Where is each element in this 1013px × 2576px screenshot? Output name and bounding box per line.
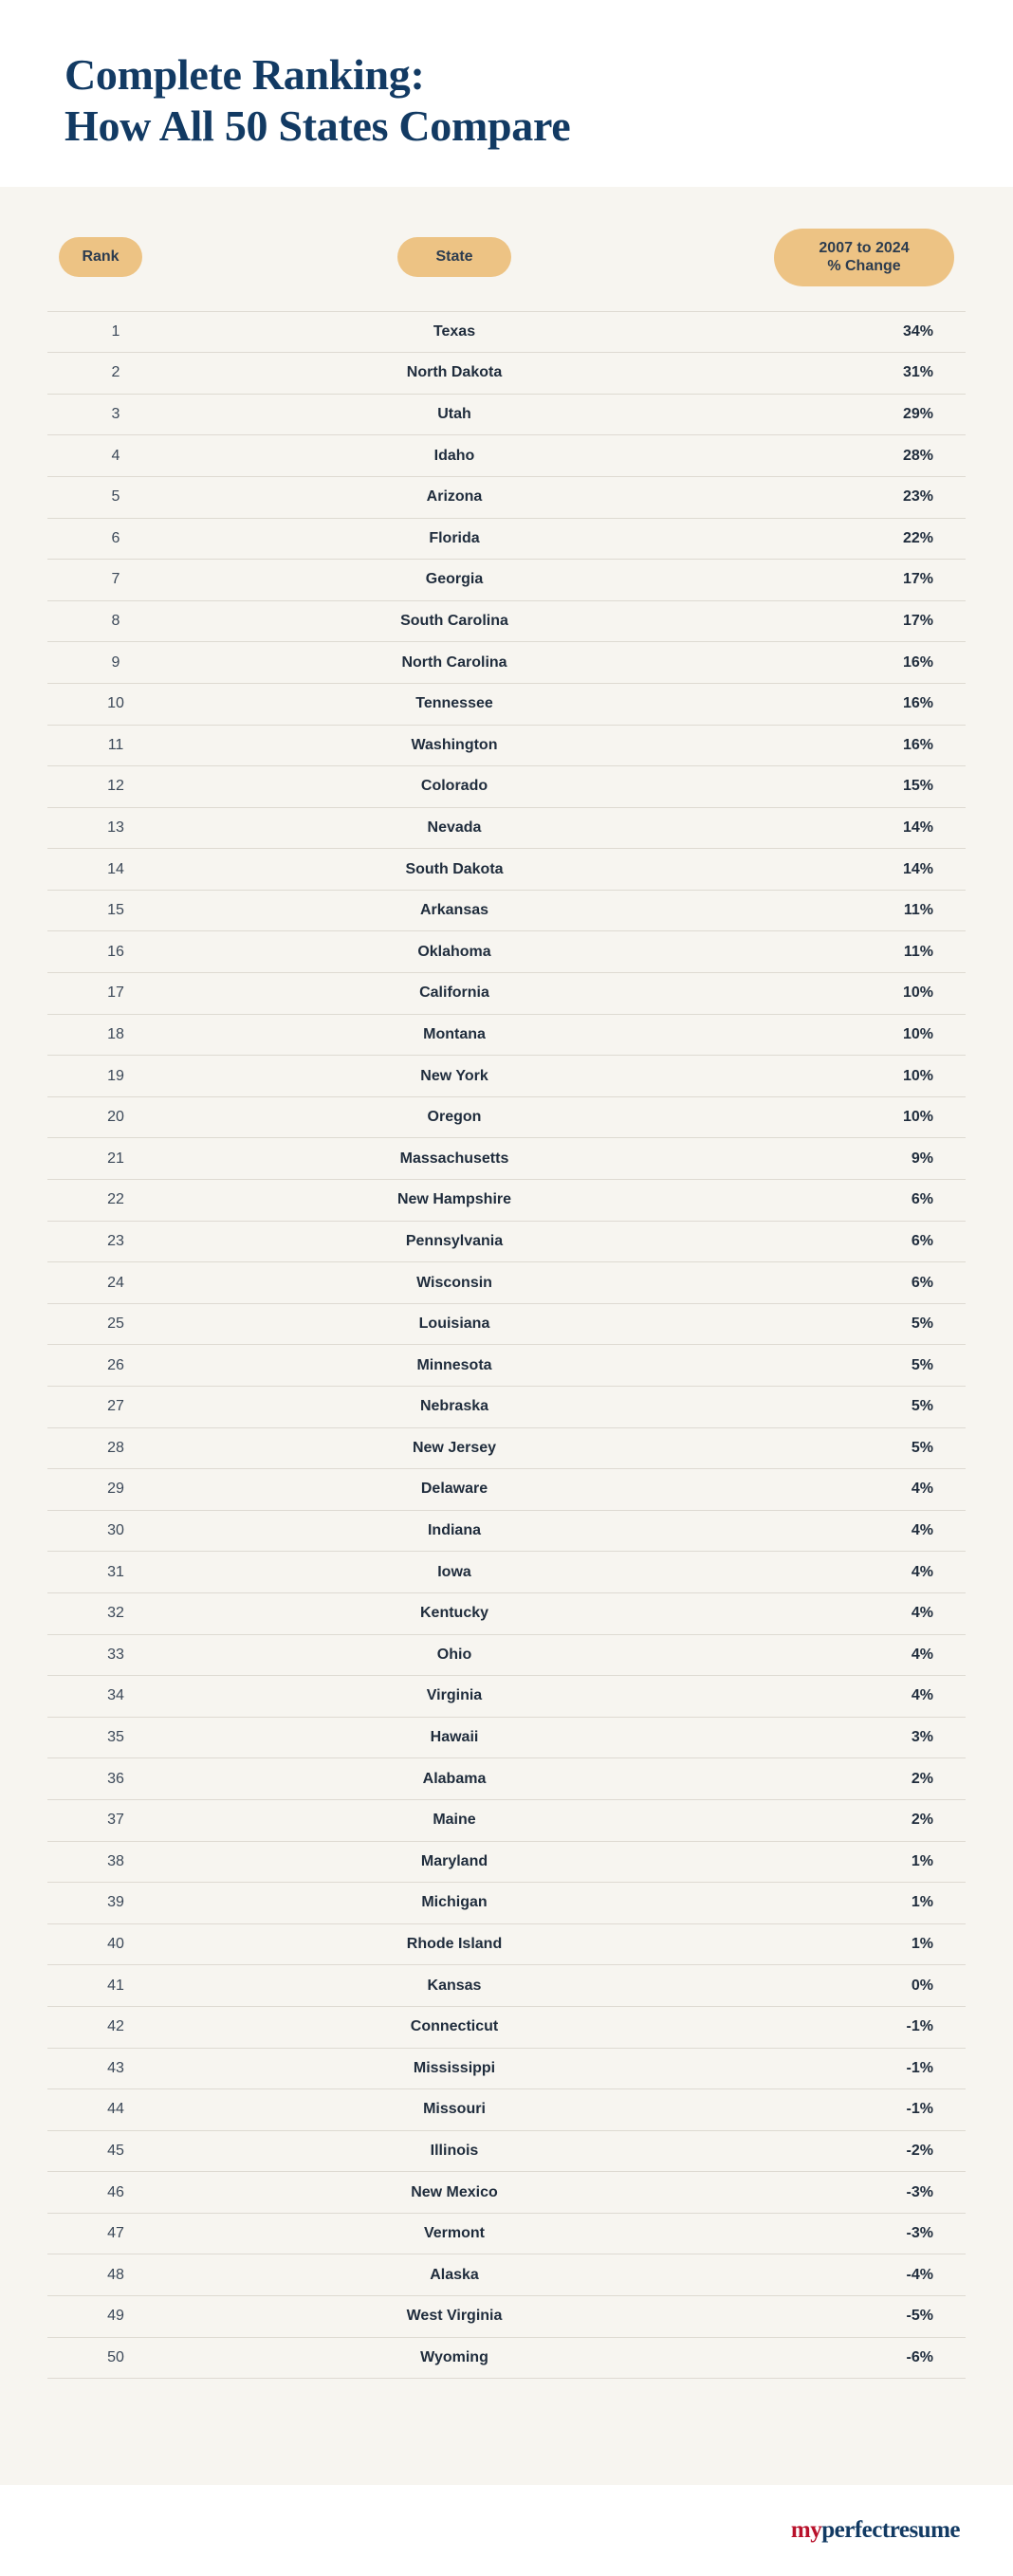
cell-state: Rhode Island (406, 1936, 503, 1953)
table-row (47, 395, 966, 436)
page-title-line-2: How All 50 States Compare (64, 101, 571, 151)
cell-state: Massachusetts (399, 1150, 509, 1167)
cell-change: 31% (902, 364, 933, 381)
cell-rank: 1 (111, 322, 120, 340)
cell-change: 16% (902, 736, 933, 753)
table-row (47, 1222, 966, 1263)
cell-rank: 9 (111, 653, 120, 671)
cell-state: West Virginia (406, 2308, 503, 2325)
cell-change: 28% (902, 447, 933, 464)
cell-state: Arizona (426, 488, 483, 506)
cell-change: 17% (902, 571, 933, 588)
cell-rank: 11 (107, 736, 124, 753)
cell-rank: 36 (107, 1770, 124, 1787)
cell-change: 11% (903, 902, 933, 919)
cell-change: 23% (902, 488, 933, 506)
cell-rank: 34 (107, 1687, 124, 1704)
brand-logo-my: my (790, 2517, 822, 2543)
cell-state: Colorado (420, 778, 488, 795)
cell-change: -1% (906, 2101, 933, 2118)
cell-state: New Hampshire (396, 1191, 512, 1208)
cell-rank: 16 (107, 943, 124, 960)
table-row (47, 1056, 966, 1097)
cell-change: 5% (911, 1439, 933, 1456)
cell-change: 14% (902, 860, 933, 877)
cell-state: Vermont (423, 2225, 485, 2242)
cell-state: New York (420, 1067, 488, 1084)
cell-rank: 20 (107, 1109, 124, 1126)
cell-rank: 39 (107, 1894, 124, 1911)
table-row (47, 766, 966, 808)
column-header-state: State (397, 237, 511, 277)
cell-change: 2% (911, 1770, 933, 1787)
cell-rank: 8 (111, 613, 120, 630)
cell-state: Illinois (430, 2142, 479, 2159)
cell-change: 4% (911, 1646, 933, 1663)
cell-state: Washington (411, 736, 498, 753)
table-row (47, 477, 966, 519)
cell-change: -1% (906, 2059, 933, 2076)
cell-rank: 42 (107, 2018, 124, 2035)
cell-change: 34% (902, 322, 933, 340)
table-row (47, 353, 966, 395)
cell-state: Arkansas (419, 902, 489, 919)
cell-change: 4% (911, 1563, 933, 1580)
table-row (47, 2296, 966, 2338)
cell-rank: 2 (111, 364, 120, 381)
cell-state: Iowa (437, 1563, 471, 1580)
cell-change: 1% (911, 1936, 933, 1953)
cell-state: Oregon (427, 1109, 482, 1126)
cell-change: 5% (911, 1398, 933, 1415)
table-row (47, 1097, 966, 1139)
cell-rank: 18 (107, 1025, 124, 1042)
cell-rank: 48 (107, 2266, 124, 2283)
cell-change: 0% (911, 1977, 933, 1994)
column-header-rank-cell (59, 237, 173, 277)
cell-change: 29% (902, 406, 933, 423)
cell-rank: 25 (107, 1316, 124, 1333)
table-row (47, 1015, 966, 1057)
cell-rank: 15 (107, 902, 124, 919)
cell-state: Montana (423, 1025, 486, 1042)
table-row (47, 2172, 966, 2214)
cell-state: Pennsylvania (405, 1232, 504, 1249)
cell-change: 10% (902, 1109, 933, 1126)
cell-state: New Jersey (412, 1439, 497, 1456)
cell-rank: 43 (107, 2059, 124, 2076)
column-header-change-line-2: % Change (827, 258, 901, 275)
table-row (47, 1800, 966, 1842)
cell-rank: 33 (107, 1646, 124, 1663)
table-row (47, 1262, 966, 1304)
cell-state: Nevada (427, 819, 482, 836)
cell-change: 10% (902, 1067, 933, 1084)
table-row (47, 891, 966, 932)
page-title (64, 49, 949, 153)
page-title-line-1: Complete Ranking: (64, 50, 425, 99)
cell-rank: 37 (107, 1812, 124, 1829)
cell-change: 1% (911, 1852, 933, 1869)
cell-change: 4% (911, 1605, 933, 1622)
cell-state: Connecticut (410, 2018, 499, 2035)
cell-rank: 13 (107, 819, 124, 836)
cell-state: North Carolina (401, 653, 507, 671)
cell-rank: 3 (111, 406, 120, 423)
cell-change: 16% (902, 695, 933, 712)
cell-state: Utah (437, 406, 471, 423)
cell-change: 11% (903, 943, 933, 960)
cell-state: Missouri (423, 2101, 486, 2118)
cell-state: Florida (429, 529, 480, 546)
table-row (47, 1387, 966, 1428)
cell-state: Maine (433, 1812, 476, 1829)
cell-change: 2% (911, 1812, 933, 1829)
cell-state: New Mexico (411, 2183, 498, 2200)
table-row (47, 1180, 966, 1222)
cell-rank: 7 (111, 571, 120, 588)
cell-rank: 44 (107, 2101, 124, 2118)
cell-rank: 6 (111, 529, 120, 546)
cell-rank: 14 (107, 860, 124, 877)
table-row (47, 1676, 966, 1718)
cell-change: 14% (902, 819, 933, 836)
cell-change: 6% (911, 1191, 933, 1208)
cell-change: -3% (906, 2225, 933, 2242)
cell-rank: 31 (107, 1563, 124, 1580)
table-row (47, 312, 966, 354)
table-row (47, 2131, 966, 2173)
table-row (47, 2254, 966, 2296)
cell-rank: 26 (107, 1356, 124, 1373)
cell-state: Nebraska (419, 1398, 489, 1415)
column-header-state-cell (173, 237, 736, 277)
cell-rank: 23 (107, 1232, 124, 1249)
table-row (47, 435, 966, 477)
cell-change: -1% (906, 2018, 933, 2035)
cell-change: -3% (906, 2183, 933, 2200)
table-row (47, 519, 966, 561)
table-row (47, 849, 966, 891)
cell-state: Hawaii (430, 1729, 479, 1746)
cell-rank: 10 (107, 695, 124, 712)
brand-logo[interactable] (791, 2517, 960, 2544)
table-row (47, 973, 966, 1015)
cell-rank: 40 (107, 1936, 124, 1953)
cell-state: North Dakota (406, 364, 503, 381)
cell-rank: 22 (107, 1191, 124, 1208)
cell-state: Indiana (427, 1522, 481, 1539)
cell-change: 4% (911, 1481, 933, 1498)
cell-rank: 4 (111, 447, 120, 464)
cell-state: Wyoming (420, 2348, 488, 2365)
cell-change: 16% (902, 653, 933, 671)
cell-state: California (419, 984, 489, 1002)
table-row (47, 2089, 966, 2131)
cell-change: 22% (902, 529, 933, 546)
table-row (47, 808, 966, 850)
cell-change: 10% (902, 984, 933, 1002)
cell-state: Oklahoma (417, 943, 491, 960)
table-row (47, 1552, 966, 1593)
table-row (47, 2007, 966, 2049)
cell-rank: 50 (107, 2348, 124, 2365)
table-row (47, 1428, 966, 1470)
cell-change: 6% (911, 1232, 933, 1249)
table-row (47, 1842, 966, 1884)
ranking-table (0, 187, 1013, 2380)
table-row (47, 726, 966, 767)
cell-state: Idaho (433, 447, 475, 464)
table-body (47, 311, 966, 2380)
cell-change: 15% (902, 778, 933, 795)
cell-state: Ohio (436, 1646, 472, 1663)
cell-rank: 28 (107, 1439, 124, 1456)
cell-change: 4% (911, 1522, 933, 1539)
cell-state: Alaska (430, 2266, 479, 2283)
table-row (47, 1965, 966, 2007)
table-row (47, 1924, 966, 1966)
cell-rank: 24 (107, 1274, 124, 1291)
cell-change: -5% (906, 2308, 933, 2325)
cell-state: Kansas (427, 1977, 482, 1994)
column-header-rank: Rank (59, 237, 142, 277)
cell-state: Delaware (420, 1481, 488, 1498)
cell-change: -4% (906, 2266, 933, 2283)
ranking-panel (0, 187, 1013, 2485)
cell-rank: 47 (107, 2225, 124, 2242)
table-row (47, 1718, 966, 1759)
cell-rank: 35 (107, 1729, 124, 1746)
cell-change: 4% (911, 1687, 933, 1704)
table-row (47, 642, 966, 684)
cell-rank: 29 (107, 1481, 124, 1498)
cell-state: Michigan (421, 1894, 488, 1911)
cell-change: 3% (911, 1729, 933, 1746)
cell-state: Texas (433, 322, 476, 340)
table-header-row (47, 229, 966, 311)
cell-state: Tennessee (415, 695, 493, 712)
cell-state: South Dakota (405, 860, 504, 877)
cell-rank: 17 (107, 984, 124, 1002)
brand-logo-perfect: perfect (821, 2517, 890, 2543)
cell-rank: 46 (107, 2183, 124, 2200)
cell-state: Virginia (426, 1687, 483, 1704)
cell-change: 5% (911, 1356, 933, 1373)
cell-change: -6% (906, 2348, 933, 2365)
column-header-change-line-1: 2007 to 2024 (819, 239, 910, 256)
cell-rank: 32 (107, 1605, 124, 1622)
cell-rank: 49 (107, 2308, 124, 2325)
cell-change: 10% (902, 1025, 933, 1042)
cell-rank: 5 (111, 488, 120, 506)
table-row (47, 1758, 966, 1800)
table-row (47, 1469, 966, 1511)
cell-state: Louisiana (418, 1316, 490, 1333)
table-row (47, 1304, 966, 1346)
cell-change: -2% (906, 2142, 933, 2159)
table-row (47, 2214, 966, 2255)
cell-rank: 19 (107, 1067, 124, 1084)
cell-state: Minnesota (416, 1356, 492, 1373)
page-footer (0, 2485, 1013, 2576)
table-row (47, 2338, 966, 2380)
table-row (47, 684, 966, 726)
cell-rank: 41 (107, 1977, 124, 1994)
table-row (47, 931, 966, 973)
table-row (47, 1138, 966, 1180)
cell-state: Wisconsin (416, 1274, 492, 1291)
cell-rank: 27 (107, 1398, 124, 1415)
cell-state: Kentucky (419, 1605, 489, 1622)
cell-state: Mississippi (413, 2059, 496, 2076)
column-header-change (774, 229, 954, 286)
cell-rank: 12 (107, 778, 124, 795)
cell-change: 5% (911, 1316, 933, 1333)
cell-state: South Carolina (400, 613, 508, 630)
cell-change: 6% (911, 1274, 933, 1291)
cell-rank: 45 (107, 2142, 124, 2159)
table-row (47, 1511, 966, 1553)
cell-change: 1% (911, 1894, 933, 1911)
cell-rank: 21 (107, 1150, 124, 1167)
column-header-change-cell (736, 229, 954, 286)
table-row (47, 560, 966, 601)
cell-state: Georgia (425, 571, 484, 588)
table-row (47, 1345, 966, 1387)
cell-rank: 30 (107, 1522, 124, 1539)
table-row (47, 1593, 966, 1635)
table-row (47, 1883, 966, 1924)
cell-change: 17% (902, 613, 933, 630)
cell-change: 9% (911, 1150, 933, 1167)
brand-logo-resume: resume (889, 2517, 960, 2543)
cell-state: Alabama (422, 1770, 487, 1787)
table-row (47, 1635, 966, 1677)
cell-rank: 38 (107, 1852, 124, 1869)
page-header (0, 0, 1013, 187)
table-row (47, 2049, 966, 2090)
table-row (47, 601, 966, 643)
cell-state: Maryland (420, 1852, 488, 1869)
